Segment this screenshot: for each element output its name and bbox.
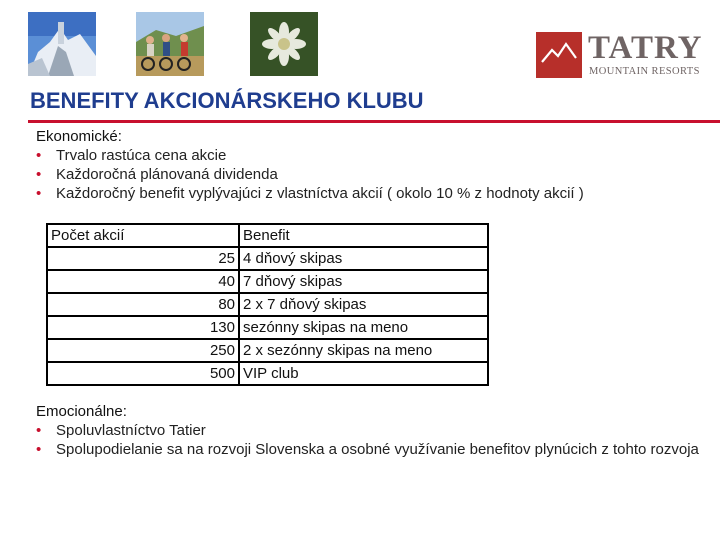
bullet-icon: • bbox=[36, 185, 42, 202]
edelweiss-flower-photo bbox=[250, 12, 318, 76]
list-item: • Trvalo rastúca cena akcie bbox=[36, 147, 227, 164]
economic-heading: Ekonomické: bbox=[36, 128, 122, 145]
cyclists-photo bbox=[136, 12, 204, 76]
list-item: • Spolupodielanie sa na rozvoji Slovenska a osobné využívanie benefitov plynúcich z tohto rozvoja bbox=[36, 441, 699, 458]
cell-count: 80 bbox=[47, 293, 239, 316]
table-header-row bbox=[47, 224, 488, 247]
table-row bbox=[47, 316, 488, 339]
list-item: • Každoročná plánovaná dividenda bbox=[36, 166, 278, 183]
logo-main-text: TATRY bbox=[588, 30, 703, 66]
table-row bbox=[47, 339, 488, 362]
emotional-section bbox=[36, 402, 716, 459]
list-item: • Spoluvlastníctvo Tatier bbox=[36, 422, 206, 439]
cell-benefit: VIP club bbox=[239, 362, 488, 385]
cell-count: 500 bbox=[47, 362, 239, 385]
economic-section bbox=[36, 127, 584, 203]
header-count: Počet akcií bbox=[47, 224, 239, 247]
cell-benefit: 2 x 7 dňový skipas bbox=[239, 293, 488, 316]
table-row bbox=[47, 270, 488, 293]
title-underline bbox=[28, 120, 720, 123]
economic-list bbox=[36, 146, 584, 203]
cell-count: 130 bbox=[47, 316, 239, 339]
bullet-icon: • bbox=[36, 147, 42, 164]
logo-sub-text: MOUNTAIN RESORTS bbox=[589, 66, 700, 77]
header-benefit: Benefit bbox=[239, 224, 488, 247]
bullet-icon: • bbox=[36, 441, 42, 458]
cell-benefit: 7 dňový skipas bbox=[239, 270, 488, 293]
list-item: • Každoročný benefit vyplývajúci z vlastníctva akcií ( okolo 10 % z hodnoty akcií ) bbox=[36, 185, 584, 202]
emotional-heading: Emocionálne: bbox=[36, 403, 127, 420]
mountain-peak-photo bbox=[28, 12, 96, 76]
cell-benefit: 4 dňový skipas bbox=[239, 247, 488, 270]
cell-benefit: sezónny skipas na meno bbox=[239, 316, 488, 339]
tatry-logo bbox=[536, 32, 712, 78]
cell-count: 25 bbox=[47, 247, 239, 270]
bullet-icon: • bbox=[36, 422, 42, 439]
table-row bbox=[47, 293, 488, 316]
table-row bbox=[47, 362, 488, 385]
mountain-logo-icon bbox=[536, 32, 582, 78]
emotional-list bbox=[36, 421, 716, 459]
cell-count: 40 bbox=[47, 270, 239, 293]
page-title: BENEFITY AKCIONÁRSKEHO KLUBU bbox=[30, 88, 424, 113]
benefits-table bbox=[46, 223, 489, 386]
table-row bbox=[47, 247, 488, 270]
cell-count: 250 bbox=[47, 339, 239, 362]
bullet-icon: • bbox=[36, 166, 42, 183]
cell-benefit: 2 x sezónny skipas na meno bbox=[239, 339, 488, 362]
